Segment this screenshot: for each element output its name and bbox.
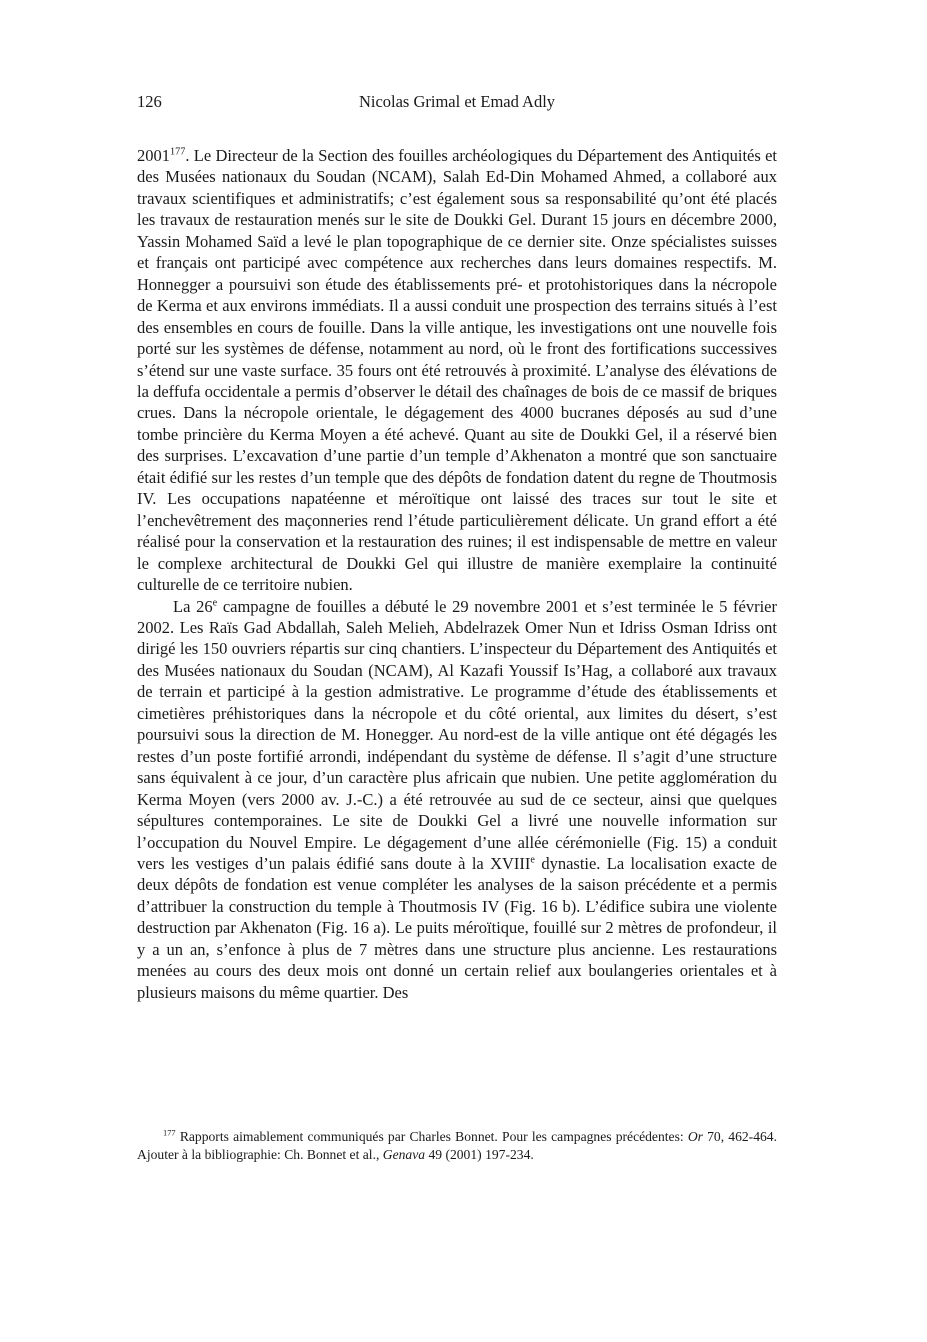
ordinal-superscript: e (530, 854, 535, 866)
running-head: Nicolas Grimal et Emad Adly (358, 92, 556, 111)
footnote-mark: 177 (163, 1127, 176, 1138)
footnote-text: 70, 462-464. Ajouter à la bibliographie: Ch. Bonnet et al., (137, 1129, 777, 1162)
footnote-text: 49 (2001) 197-234. (425, 1147, 534, 1162)
footnote-text: Rapports aimablement communiqués par Charles Bonnet. Pour les campagnes précédentes: (175, 1129, 688, 1144)
page-header (137, 92, 777, 116)
ordinal-superscript: e (212, 597, 218, 609)
paragraph-1-text: . Le Directeur de la Section des fouilles archéologiques du Département des Antiquités et des Musées nationaux du Soudan (NCAM), Salah Ed-Din Mohamed Ahmed, a collaboré aux travaux scientifiques et administratifs; c’est également sous sa responsabilité qu’ont été placés les travaux de restauration menés sur le site de Doukki Gel. Durant 15 jours en décembre 2000, Yassin Mohamed Saïd a levé le plan topographique de ce dernier site. Onze spécialistes suisses et français ont participé avec compétence aux recherches dans leurs domaines respectifs. M. Honnegger a poursuivi son étude des établissements pré- et protohistoriques dans la nécropole de Kerma et aux environs immédiats. Il a aussi conduit une prospection des terrains situés à l’est des ensembles en cours de fouille. Dans la ville antique, les investigations ont une nouvelle fois porté sur les systèmes de défense, notamment au nord, où le front des fortifications successives s’étend sur une vaste surface. 35 fours ont été retrouvés à proximité. L’analyse des élévations de la deffufa occidentale a permis d’observer le détail des chaînages de bois de ce massif de briques crues. Dans la nécropole orientale, le dégagement des 4000 bucranes déposés au sud d’une tombe princière du Kerma Moyen a été achevé. Quant au site de Doukki Gel, il a réservé bien des surprises. L’excavation d’une partie d’un temple d’Akhenaton a montré que son sanctuaire était édifié sur les restes d’un temple que des dépôts de fondation datent du regne de Thoutmosis IV. Les occupations napatéenne et méroïtique ont laissé des traces sur tout le site et l’enchevêtrement des maçonneries rend l’étude particulièrement délicate. Un grand effort a été réalisé pour la conservation et la restauration des ruines; il est indispensable de mettre en valeur le complexe architectural de Doukki Gel qui illustre de manière exemplaire la continuité culturelle de ce territoire nubien. (137, 146, 777, 595)
paragraph-2-text-end: dynastie. La localisation exacte de deux dépôts de fondation est venue compléter les analyses de la saison précédente et a permis d’attribuer la construction du temple à Thoutmosis IV (Fig. 16 b). L’édifice subira une violente destruction par Akhenaton (Fig. 16 a). Le puits méroïtique, fouillé sur 2 mètres de profondeur, il y a un an, s’enfonce à plus de 7 mètres dans une structure plus ancienne. Les restaurations menées au cours des deux mois ont donné un certain relief aux boulangeries orientales et à plusieurs maisons du même quartier. Des (137, 853, 778, 1002)
paragraph-2-start: La 26 (173, 596, 213, 616)
paragraph-2-text: campagne de fouilles a débuté le 29 novembre 2001 et s’est terminée le 5 février 2002. Les Raïs Gad Abdallah, Saleh Melieh, Abdelrazek Omer Nun et Idriss Osman Idriss ont dirigé les 150 ouvriers répartis sur cinq chantiers. L’inspecteur du Département des Antiquités et des Musées nationaux du Soudan (NCAM), Al Kazafi Youssif Is’Hag, a collaboré aux travaux de terrain et participé à la gestion admistrative. Le programme d’étude des établissements et cimetières préhistoriques dans la nécropole et du côté oriental, aux limites du désert, s’est poursuivi sous la direction de M. Honegger. Au nord-est de la ville antique ont été dégagés les restes d’un poste fortifié arrondi, indépendant du système de défense. Il s’agit d’une structure sans équivalent à ce jour, d’un caractère plus africain que nubien. Une petite agglomération du Kerma Moyen (vers 2000 av. J.-C.) a été retrouvée au sud de ce secteur, ainsi que quelques sépultures contemporaines. Le site de Doukki Gel a livré une nouvelle information sur l’occupation du Nouvel Empire. Le dégagement d’une allée cérémonielle (Fig. 15) a conduit vers les vestiges d’un palais édifié sans doute à la XVIII (137, 596, 778, 873)
journal-title: Or (687, 1129, 703, 1144)
footnotes (137, 1128, 777, 1164)
body-text (137, 145, 777, 1003)
journal-title: Genava (382, 1147, 426, 1162)
page-number: 126 (137, 92, 162, 111)
paragraph-1-start: 2001 (137, 146, 170, 165)
footnote-reference: 177 (170, 146, 186, 158)
footnote-177 (137, 1128, 777, 1164)
paragraph-1 (137, 145, 777, 596)
paragraph-2 (137, 596, 777, 1004)
